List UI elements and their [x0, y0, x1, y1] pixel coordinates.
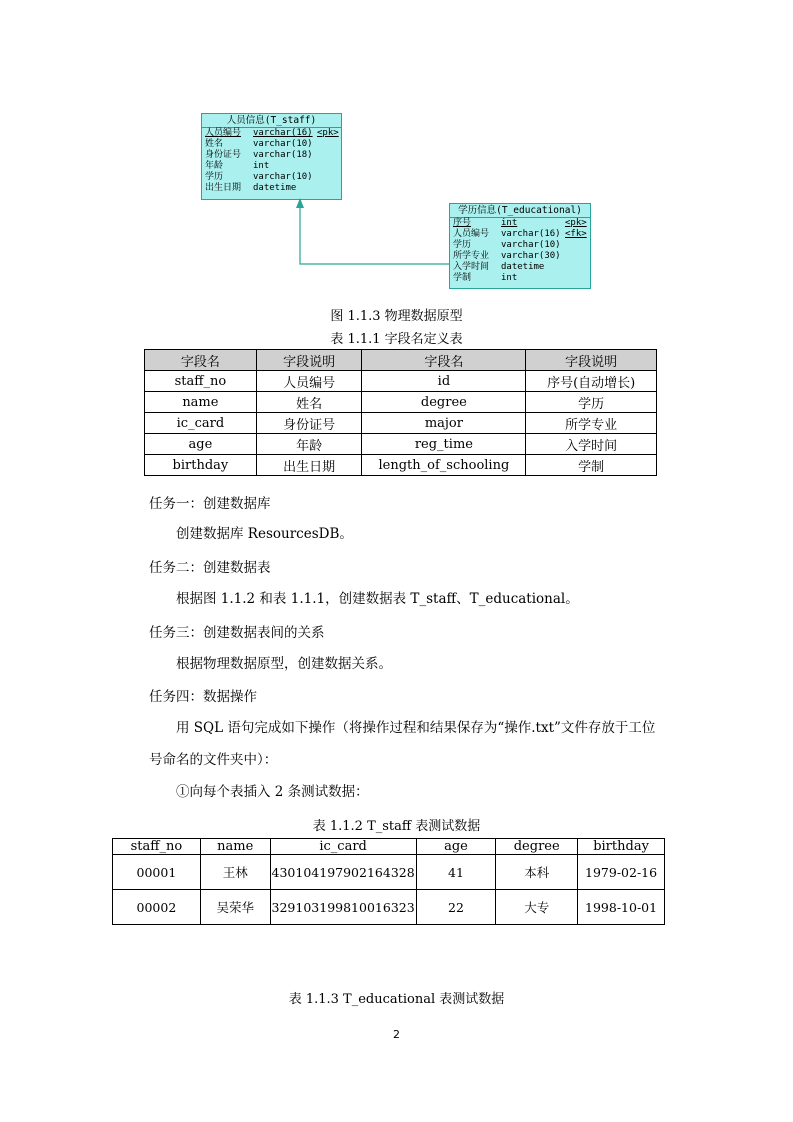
table-cell: 入学时间 — [526, 434, 657, 455]
table-cell: degree — [362, 392, 526, 413]
task4-body-line1: 用 SQL 语句完成如下操作（将操作过程和结果保存为“操作.txt”文件存放于工位 — [176, 720, 656, 736]
entity-row — [202, 128, 341, 139]
column-type: int — [253, 161, 270, 171]
table-cell: birthday — [145, 455, 257, 476]
table-row — [145, 413, 657, 434]
entity-row — [202, 183, 341, 194]
column-type: varchar(10) — [253, 172, 313, 182]
table-cell: 所学专业 — [526, 413, 657, 434]
column-key: <pk> — [565, 218, 587, 228]
entity-row — [450, 240, 590, 251]
column-name: 入学时间 — [453, 262, 490, 272]
column-type: int — [501, 273, 518, 283]
task2-body: 根据图 1.1.2 和表 1.1.1，创建数据表 T_staff、T_educational。 — [176, 591, 579, 607]
column-type: varchar(18) — [253, 150, 313, 160]
column-type: int — [501, 218, 518, 228]
task1-body: 创建数据库 ResourcesDB。 — [176, 526, 353, 542]
table-row — [145, 371, 657, 392]
entity-row — [202, 150, 341, 161]
task4-title: 任务四：数据操作 — [149, 689, 257, 705]
arrow-head-icon — [296, 198, 304, 208]
table-cell: name — [145, 392, 257, 413]
table-cell: 人员编号 — [256, 371, 362, 392]
task4-item1: ①向每个表插入 2 条测试数据： — [176, 784, 369, 800]
table-header-cell: 字段名 — [362, 350, 526, 371]
column-name: 学历 — [205, 172, 224, 182]
task4-body-line2: 号命名的文件夹中）： — [149, 752, 278, 768]
entity-t-educational — [449, 203, 591, 289]
column-type: varchar(16) — [501, 229, 561, 239]
task3-body: 根据物理数据原型，创建数据关系。 — [176, 656, 392, 672]
entity-title: 人员信息(T_staff) — [202, 114, 341, 128]
page-number: 2 — [393, 1028, 400, 1041]
column-type: varchar(10) — [501, 240, 561, 250]
table-cell: 王林 — [200, 855, 270, 890]
entity-row — [202, 161, 341, 172]
column-type: varchar(10) — [253, 139, 313, 149]
column-key: <fk> — [565, 229, 587, 239]
task2-title: 任务二：创建数据表 — [149, 560, 271, 576]
entity-row — [450, 273, 590, 284]
table-cell: 1979-02-16 — [578, 855, 665, 890]
table-cell: 身份证号 — [256, 413, 362, 434]
column-name: 年龄 — [205, 161, 224, 171]
entity-row — [202, 139, 341, 150]
column-name: 身份证号 — [205, 150, 242, 160]
table-cell: 出生日期 — [256, 455, 362, 476]
table-cell: 00002 — [113, 890, 201, 925]
table-row — [145, 455, 657, 476]
table-cell: 41 — [416, 855, 496, 890]
entity-t-staff — [201, 113, 342, 200]
table-cell: 329103199810016323 — [270, 890, 416, 925]
table-row — [113, 855, 665, 890]
entity-row — [450, 218, 590, 229]
table-cell: 序号(自动增长) — [526, 371, 657, 392]
table-cell: 学制 — [526, 455, 657, 476]
entity-title: 学历信息(T_educational) — [450, 204, 590, 218]
table-header-cell: 字段名 — [145, 350, 257, 371]
column-name: 人员编号 — [453, 229, 490, 239]
table1-caption: 表 1.1.1 字段名定义表 — [330, 332, 463, 347]
table-cell: reg_time — [362, 434, 526, 455]
table-cell: major — [362, 413, 526, 434]
column-name: 学制 — [453, 273, 472, 283]
table-header-cell: degree — [496, 839, 578, 855]
table-cell: 吴荣华 — [200, 890, 270, 925]
table-cell: id — [362, 371, 526, 392]
table-cell: age — [145, 434, 257, 455]
table-header-cell: staff_no — [113, 839, 201, 855]
table2-caption: 表 1.1.2 T_staff 表测试数据 — [312, 819, 481, 834]
table-cell: 姓名 — [256, 392, 362, 413]
entity-row — [450, 251, 590, 262]
table-header-cell: age — [416, 839, 496, 855]
table-row — [145, 434, 657, 455]
table-cell: 年龄 — [256, 434, 362, 455]
table-cell: staff_no — [145, 371, 257, 392]
entity-row — [202, 172, 341, 183]
table3-caption: 表 1.1.3 T_educational 表测试数据 — [288, 992, 505, 1007]
figure-caption: 图 1.1.3 物理数据原型 — [330, 309, 463, 324]
column-name: 序号 — [453, 218, 472, 228]
column-name: 人员编号 — [205, 128, 242, 138]
column-type: varchar(30) — [501, 251, 561, 261]
table-header-cell: birthday — [578, 839, 665, 855]
column-name: 姓名 — [205, 139, 224, 149]
table-cell: 1998-10-01 — [578, 890, 665, 925]
column-name: 学历 — [453, 240, 472, 250]
entity-row — [450, 262, 590, 273]
table-header-cell: 字段说明 — [526, 350, 657, 371]
task3-title: 任务三：创建数据表间的关系 — [149, 625, 325, 641]
table-header-cell: 字段说明 — [256, 350, 362, 371]
table-cell: 22 — [416, 890, 496, 925]
table-row — [145, 392, 657, 413]
table-header-cell: ic_card — [270, 839, 416, 855]
entity-row — [450, 229, 590, 240]
column-key: <pk> — [317, 128, 339, 138]
column-type: datetime — [501, 262, 545, 272]
staff-test-data-table — [112, 838, 665, 925]
table-header-cell: name — [200, 839, 270, 855]
table-cell: 本科 — [496, 855, 578, 890]
table-cell: 学历 — [526, 392, 657, 413]
column-name: 所学专业 — [453, 251, 490, 261]
table-cell: 大专 — [496, 890, 578, 925]
relationship-connector — [290, 196, 450, 268]
task1-title: 任务一：创建数据库 — [149, 496, 271, 512]
column-type: varchar(16) — [253, 128, 313, 138]
table-cell: 00001 — [113, 855, 201, 890]
column-type: datetime — [253, 183, 297, 193]
table-cell: ic_card — [145, 413, 257, 434]
table-row — [113, 890, 665, 925]
table-cell: 430104197902164328 — [270, 855, 416, 890]
table-cell: length_of_schooling — [362, 455, 526, 476]
field-definition-table — [144, 349, 657, 476]
column-name: 出生日期 — [205, 183, 242, 193]
